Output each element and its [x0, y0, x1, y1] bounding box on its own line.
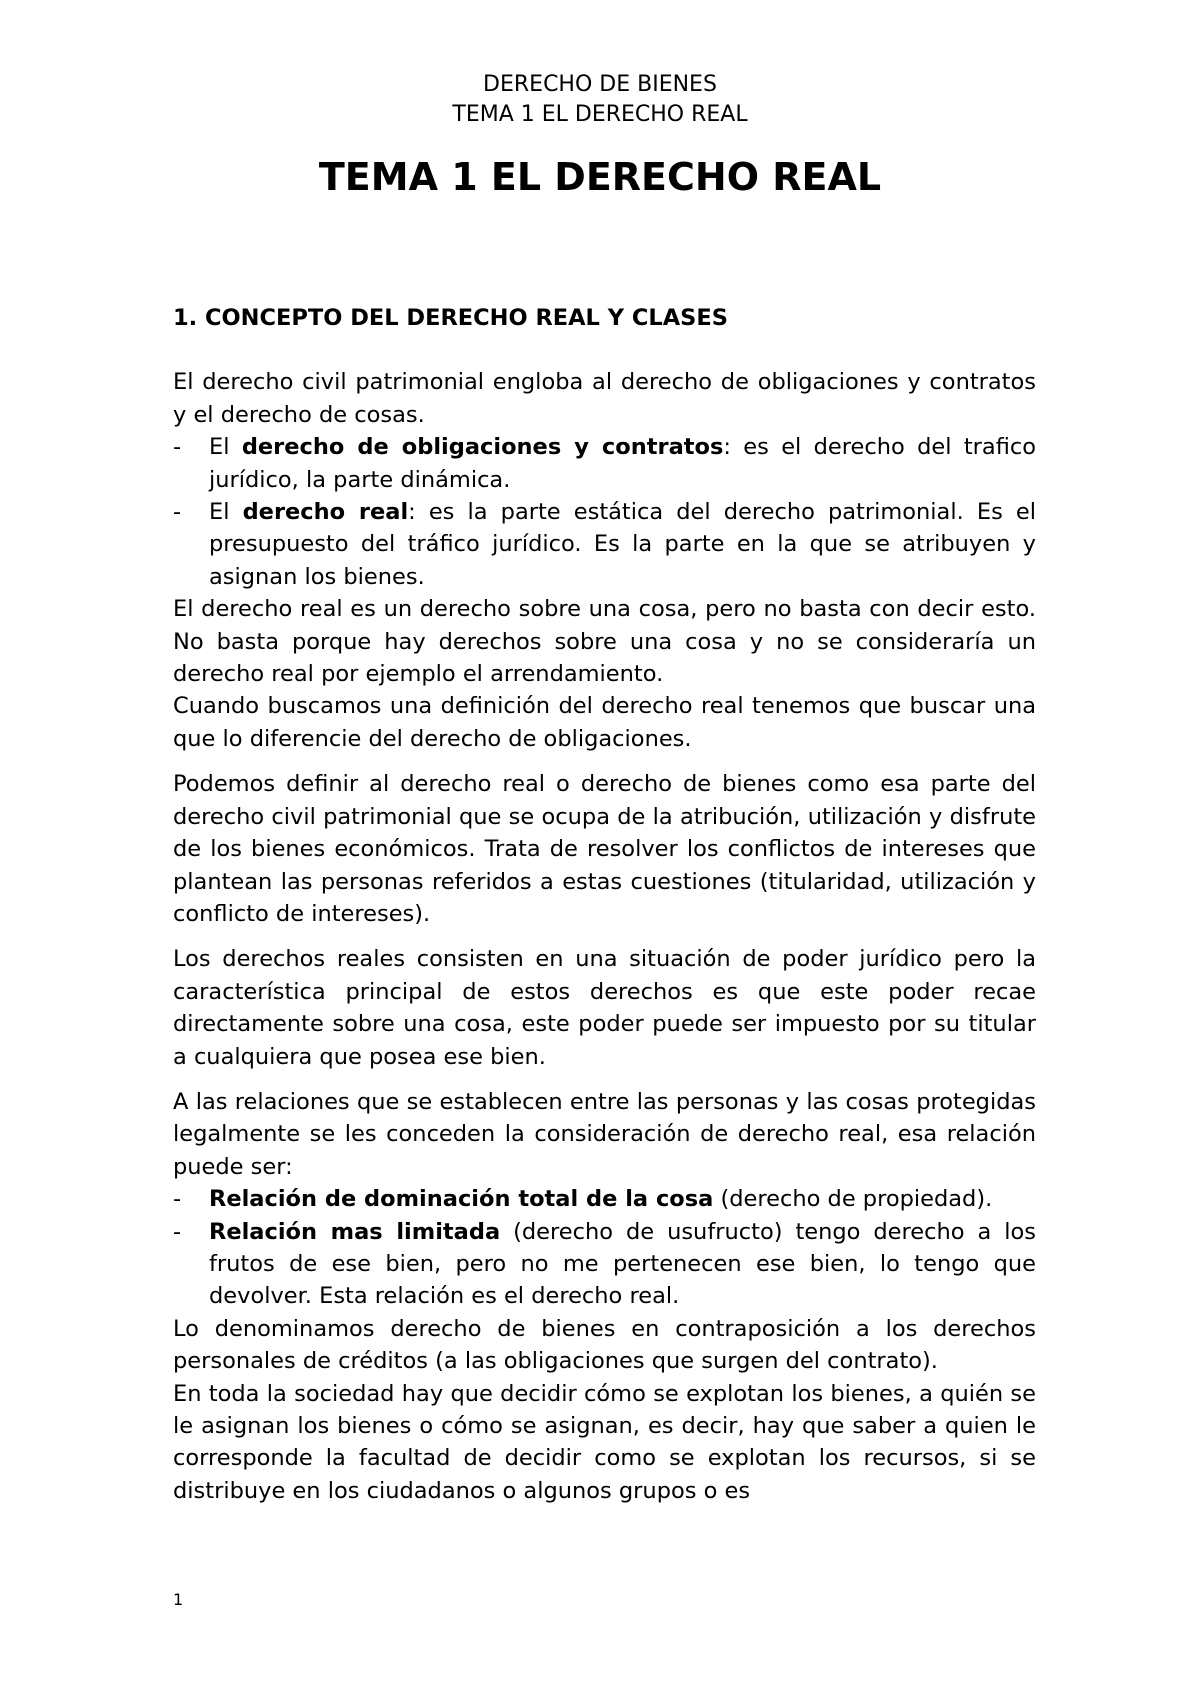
- paragraph-6: A las relaciones que se establecen entre las personas y las cosas protegidas legalmente se les conceden la consideración de derecho real, esa relación puede ser:: [173, 1088, 1036, 1180]
- paragraph-4: Podemos definir al derecho real o derecho de bienes como esa parte del derecho civil patrimonial que se ocupa de la atribución, utilización y disfrute de los bienes económicos. Trata de resolver los conflictos de intereses que plantean las personas referidos a estas cuestiones (titularidad, utilización y conflicto de intereses).: [173, 771, 1036, 927]
- document-title: TEMA 1 EL DERECHO REAL: [318, 155, 882, 199]
- bullet-bold-term: Relación mas limitada: [209, 1218, 501, 1245]
- bullet-item-dominacion-total: [173, 1183, 1036, 1215]
- paragraph-5: Los derechos reales consisten en una situación de poder jurídico pero la característica principal de estos derechos es que este poder recae directamente sobre una cosa, este poder puede ser impuesto por su titular a cualquiera que posea ese bien.: [173, 946, 1036, 1070]
- paragraph-7: Lo denominamos derecho de bienes en contraposición a los derechos personales de créditos (a las obligaciones que surgen del contrato).: [173, 1315, 1036, 1375]
- bullet-text-pre: El: [209, 499, 243, 526]
- bullet-text-post: (derecho de propiedad).: [713, 1186, 993, 1213]
- bullet-text-post: : es la parte estática del derecho patrimonial. Es el presupuesto del tráfico jurídico. Es la parte en la que se atribuyen y asignan los bienes.: [209, 499, 1036, 590]
- bullet-item-obligaciones: [173, 431, 1036, 496]
- bullet-bold-term: derecho real: [242, 499, 409, 526]
- bullet-item-mas-limitada: [173, 1216, 1036, 1313]
- bullet-bold-term: Relación de dominación total de la cosa: [209, 1186, 714, 1213]
- bullet-text-pre: El: [209, 434, 242, 461]
- bullet-dash: -: [173, 499, 182, 526]
- section-heading: 1. CONCEPTO DEL DERECHO REAL Y CLASES: [173, 305, 728, 331]
- header-line-1: DERECHO DE BIENES: [483, 72, 717, 97]
- document-body: [173, 302, 1036, 1507]
- page-header: [0, 70, 1200, 130]
- bullet-text-post: (derecho de usufructo) tengo derecho a los frutos de ese bien, pero no me pertenecen ese bien, lo tengo que devolver. Esta relación es el derecho real.: [209, 1218, 1036, 1310]
- paragraph-1: El derecho civil patrimonial engloba al derecho de obligaciones y contratos y el derecho de cosas.: [173, 369, 1036, 428]
- page-number: 1: [173, 1590, 184, 1609]
- bullet-item-derecho-real: [173, 496, 1036, 593]
- bullet-bold-term: derecho de obligaciones y contratos: [241, 434, 724, 461]
- paragraph-8: En toda la sociedad hay que decidir cómo se explotan los bienes, a quién se le asignan los bienes o cómo se asignan, es decir, hay que saber a quien le corresponde la facultad de decidir como se explotan los recursos, si se distribuye en los ciudadanos o algunos grupos o es: [173, 1380, 1036, 1504]
- paragraph-2: El derecho real es un derecho sobre una cosa, pero no basta con decir esto. No basta porque hay derechos sobre una cosa y no se consideraría un derecho real por ejemplo el arrendamiento.: [173, 596, 1036, 688]
- bullet-text-post: : es el derecho del trafico jurídico, la parte dinámica.: [209, 434, 1037, 493]
- header-line-2: TEMA 1 EL DERECHO REAL: [452, 102, 748, 127]
- bullet-dash: -: [173, 1186, 182, 1213]
- bullet-dash: -: [173, 1218, 182, 1245]
- bullet-dash: -: [173, 434, 182, 461]
- paragraph-3: Cuando buscamos una definición del derecho real tenemos que buscar una que lo diferencie del derecho de obligaciones.: [173, 693, 1036, 752]
